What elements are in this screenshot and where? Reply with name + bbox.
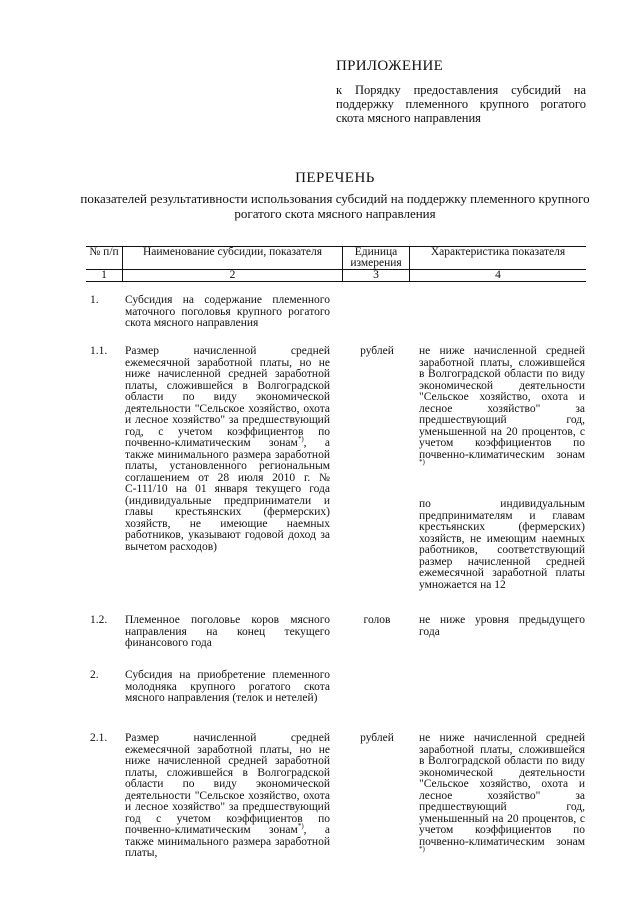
row-name-continued: , а также минимального размера заработной платы, [125, 824, 330, 859]
footnote-mark: *) [419, 458, 425, 467]
row-characteristic: не ниже уровня предыдущего года [419, 614, 585, 638]
row-unit: рублей [360, 732, 394, 744]
header-col-unit: Единица измерения [343, 247, 410, 270]
row-number: 1. [90, 294, 99, 306]
appendix-title: ПРИЛОЖЕНИЕ [336, 58, 444, 74]
row-unit: рублей [360, 345, 394, 357]
document-heading [70, 170, 600, 221]
row-name-text: Размер начисленной средней ежемесячной заработной платы, но не ниже начисленной средней заработной платы, сложившейся в Волгоградской области по виду экономической деятельности "Сельское хозяйство, охота и лесное хозяйство" за предшествующий год с учетом коэффициентов по почвенно-климатическим зонам [125, 732, 330, 836]
row-name: Субсидия на приобретение племенного молодняка крупного рогатого скота мясного направления (телок и нетелей) [125, 669, 330, 704]
row-name: Субсидия на содержание племенного маточного поголовья крупного рогатого скота мясного направления [125, 294, 330, 329]
row-name [125, 733, 330, 860]
appendix-block [336, 58, 586, 125]
row-name-continued: , а также минимального размера заработной платы, установленного региональным соглашением от 28 июля 2010 г. № С-111/10 на 01 января текущего года (индивидуальные предприниматели и главы крестьянских (фермерских) хозяйств, не имеющие наемных работников, указывают годовой доход за вычетом расходов) [125, 437, 330, 553]
row-number: 1.2. [90, 614, 108, 626]
row-unit: голов [363, 614, 391, 626]
row-name-text: Размер начисленной средней ежемесячной заработной платы, но не ниже начисленной средней заработной платы, сложившейся в Волгоградской области по виду экономической деятельности "Сельское хозяйство, охота и лесное хозяйство" за предшествующий год, с учетом коэффициентов по почвенно-климатическим зонам [125, 345, 330, 449]
row-characteristic [419, 733, 585, 860]
header-index-1: 1 [86, 270, 123, 282]
header-col-characteristic: Характеристика показателя [410, 247, 587, 270]
row-characteristic-text: не ниже начисленной средней заработной платы, сложившейся в Волгоградской области по виду экономической деятельности "Сельское хозяйство, охота и лесное хозяйство" за предшествующий год, уменьшенной на 20 процентов, с учетом коэффициентов по почвенно-климатическим зонам [419, 345, 585, 461]
row-name [125, 346, 330, 553]
row-number: 2.1. [90, 732, 108, 744]
header-col-number: № п/п [86, 247, 123, 270]
footnote-mark: *) [419, 845, 425, 854]
appendix-text: к Порядку предоставления субсидий на поддержку племенного крупного рогатого скота мясного направления [336, 83, 586, 125]
header-index-3: 3 [343, 270, 410, 282]
row-characteristic-text: не ниже начисленной средней заработной платы, сложившейся в Волгоградской области по виду экономической деятельности "Сельское хозяйство, охота и лесное хозяйство" за предшествующий год, уменьшенный на 20 процентов, с учетом коэффициентов по почвенно-климатическим зонам [419, 732, 585, 848]
row-number: 2. [90, 669, 99, 681]
row-number: 1.1. [90, 345, 108, 357]
heading-subtitle: показателей результативности использования субсидий на поддержку племенного крупного рогатого скота мясного направления [80, 191, 590, 221]
header-col-name: Наименование субсидии, показателя [123, 247, 343, 270]
table-header [86, 246, 586, 282]
row-characteristic [419, 346, 585, 473]
footnote-mark: *) [297, 822, 304, 831]
heading-title: ПЕРЕЧЕНЬ [295, 170, 375, 186]
footnote-mark: *) [297, 435, 304, 444]
header-index-2: 2 [123, 270, 343, 282]
row-characteristic-extra: по индивидуальным предпринимателям и главам крестьянских (фермерских) хозяйств, не имеющим наемных работников, соответствующий размер начисленной средней ежемесячной заработной платы умножается на 12 [419, 498, 585, 591]
header-index-4: 4 [410, 270, 587, 282]
row-name: Племенное поголовье коров мясного направления на конец текущего финансового года [125, 614, 330, 649]
